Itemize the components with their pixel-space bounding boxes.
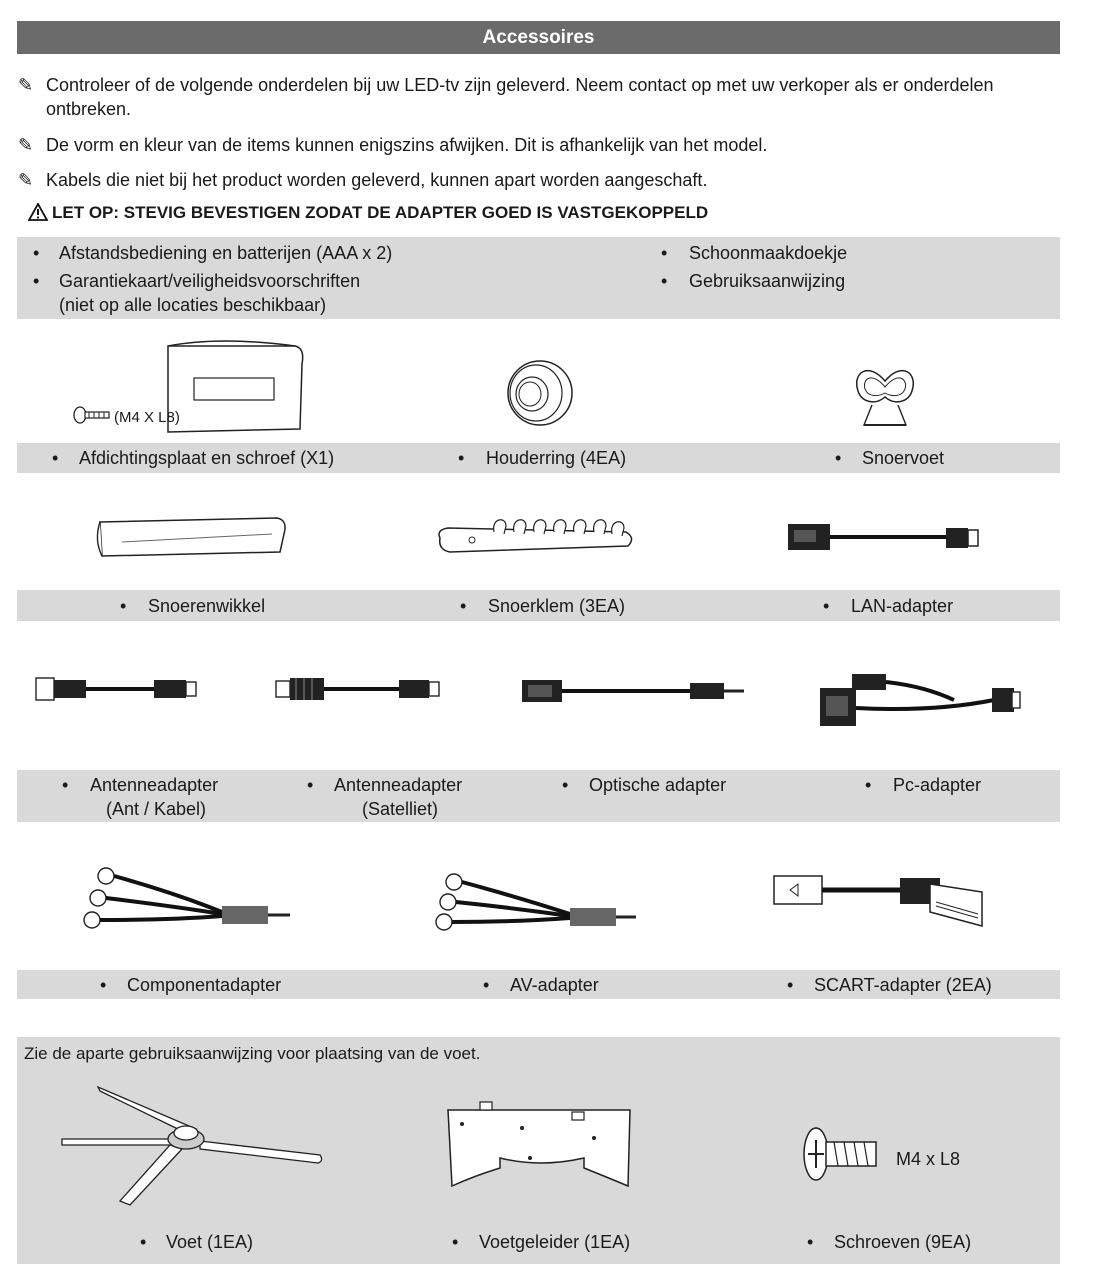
- accessory-label-sub: (Satelliet): [362, 799, 439, 819]
- screw-label: (M4 X L8): [114, 409, 180, 426]
- accessory-label: AV-adapter: [510, 975, 599, 995]
- pencil-note-icon: ✎: [18, 170, 34, 190]
- satellite-adapter-cable-illustration: [274, 674, 444, 704]
- bullet: •: [562, 775, 569, 795]
- bullet: •: [307, 775, 314, 795]
- accessory-label: Antenneadapter: [90, 775, 219, 795]
- screw-small-icon: [72, 403, 114, 427]
- stand-note: Zie de aparte gebruiksaanwijzing voor plaatsing van de voet.: [24, 1044, 481, 1063]
- bullet: •: [865, 775, 872, 795]
- stand-item-label: Voet (1EA): [166, 1232, 254, 1252]
- holder-ring-illustration: [500, 358, 576, 428]
- section-title: Accessoires: [482, 27, 595, 48]
- screw-large-icon: [800, 1124, 882, 1186]
- antenna-adapter-cable-illustration: [34, 674, 198, 704]
- bullet: •: [62, 775, 69, 795]
- accessory-label: Optische adapter: [589, 775, 727, 795]
- stand-item-label: Voetgeleider (1EA): [479, 1232, 631, 1252]
- cable-clamp-illustration: [436, 510, 636, 560]
- bullet: •: [52, 448, 59, 468]
- bullet: •: [452, 1232, 459, 1252]
- pencil-note-icon: ✎: [18, 75, 34, 95]
- bullet: •: [483, 975, 490, 995]
- accessory-label: Snoerenwikkel: [148, 596, 266, 616]
- bullet: •: [823, 596, 830, 616]
- accessory-label: Afdichtingsplaat en schroef (X1): [79, 448, 335, 468]
- note-2: ✎ De vorm en kleur van de items kunnen enigszins afwijken. Dit is afhankelijk van het model.: [18, 135, 768, 155]
- bullet: •: [100, 975, 107, 995]
- included-item-note: (niet op alle locaties beschikbaar): [59, 295, 327, 315]
- accessory-label: Snoervoet: [862, 448, 945, 468]
- bullet: •: [661, 271, 668, 291]
- lan-adapter-illustration: [786, 518, 986, 558]
- stand-item-label: Schroeven (9EA): [834, 1232, 972, 1252]
- section-header: [17, 21, 1060, 54]
- bullet: •: [33, 271, 40, 291]
- cable-wrap-illustration: [92, 512, 292, 562]
- included-item: Schoonmaakdoekje: [689, 243, 848, 263]
- bullet: •: [120, 596, 127, 616]
- note-3: ✎ Kabels die niet bij het product worden geleverd, kunnen apart worden aangeschaft.: [18, 170, 708, 190]
- note-1: ✎ Controleer of de volgende onderdelen bij uw LED-tv zijn geleverd. Neem contact op met uw verkoper als er onderdelen ontbreken.: [18, 75, 994, 119]
- optical-adapter-cable-illustration: [520, 676, 750, 706]
- screw-size-label: M4 x L8: [896, 1149, 961, 1169]
- pc-adapter-cable-illustration: [814, 668, 1024, 732]
- bullet: •: [787, 975, 794, 995]
- accessory-label: Componentadapter: [127, 975, 282, 995]
- bullet: •: [807, 1232, 814, 1252]
- bullet: •: [661, 243, 668, 263]
- stand-guide-illustration: [444, 1098, 634, 1194]
- accessory-label: Houderring (4EA): [486, 448, 627, 468]
- accessory-label: LAN-adapter: [851, 596, 954, 616]
- included-item: Afstandsbediening en batterijen (AAA x 2): [59, 243, 393, 263]
- bullet: •: [835, 448, 842, 468]
- accessory-label: SCART-adapter (2EA): [814, 975, 992, 995]
- stand-foot-illustration: [58, 1083, 328, 1208]
- component-adapter-cable-illustration: [82, 862, 292, 932]
- bullet: •: [140, 1232, 147, 1252]
- warning-text: LET OP: STEVIG BEVESTIGEN ZODAT DE ADAPTER GOED IS VASTGEKOPPELD: [52, 203, 709, 222]
- accessory-label: Pc-adapter: [893, 775, 982, 795]
- included-item: Gebruiksaanwijzing: [689, 271, 846, 291]
- pencil-note-icon: ✎: [18, 135, 34, 155]
- av-adapter-cable-illustration: [434, 870, 638, 934]
- bullet: •: [460, 596, 467, 616]
- warning-triangle-icon: [28, 203, 48, 221]
- warning: [28, 203, 708, 223]
- bullet: •: [458, 448, 465, 468]
- accessory-label-sub: (Ant / Kabel): [106, 799, 207, 819]
- scart-adapter-cable-illustration: [770, 862, 990, 934]
- bullet: •: [33, 243, 40, 263]
- cord-foot-illustration: [850, 353, 920, 431]
- accessory-label: Antenneadapter: [334, 775, 463, 795]
- included-item: Garantiekaart/veiligheidsvoorschriften: [59, 271, 361, 291]
- accessory-label: Snoerklem (3EA): [488, 596, 626, 616]
